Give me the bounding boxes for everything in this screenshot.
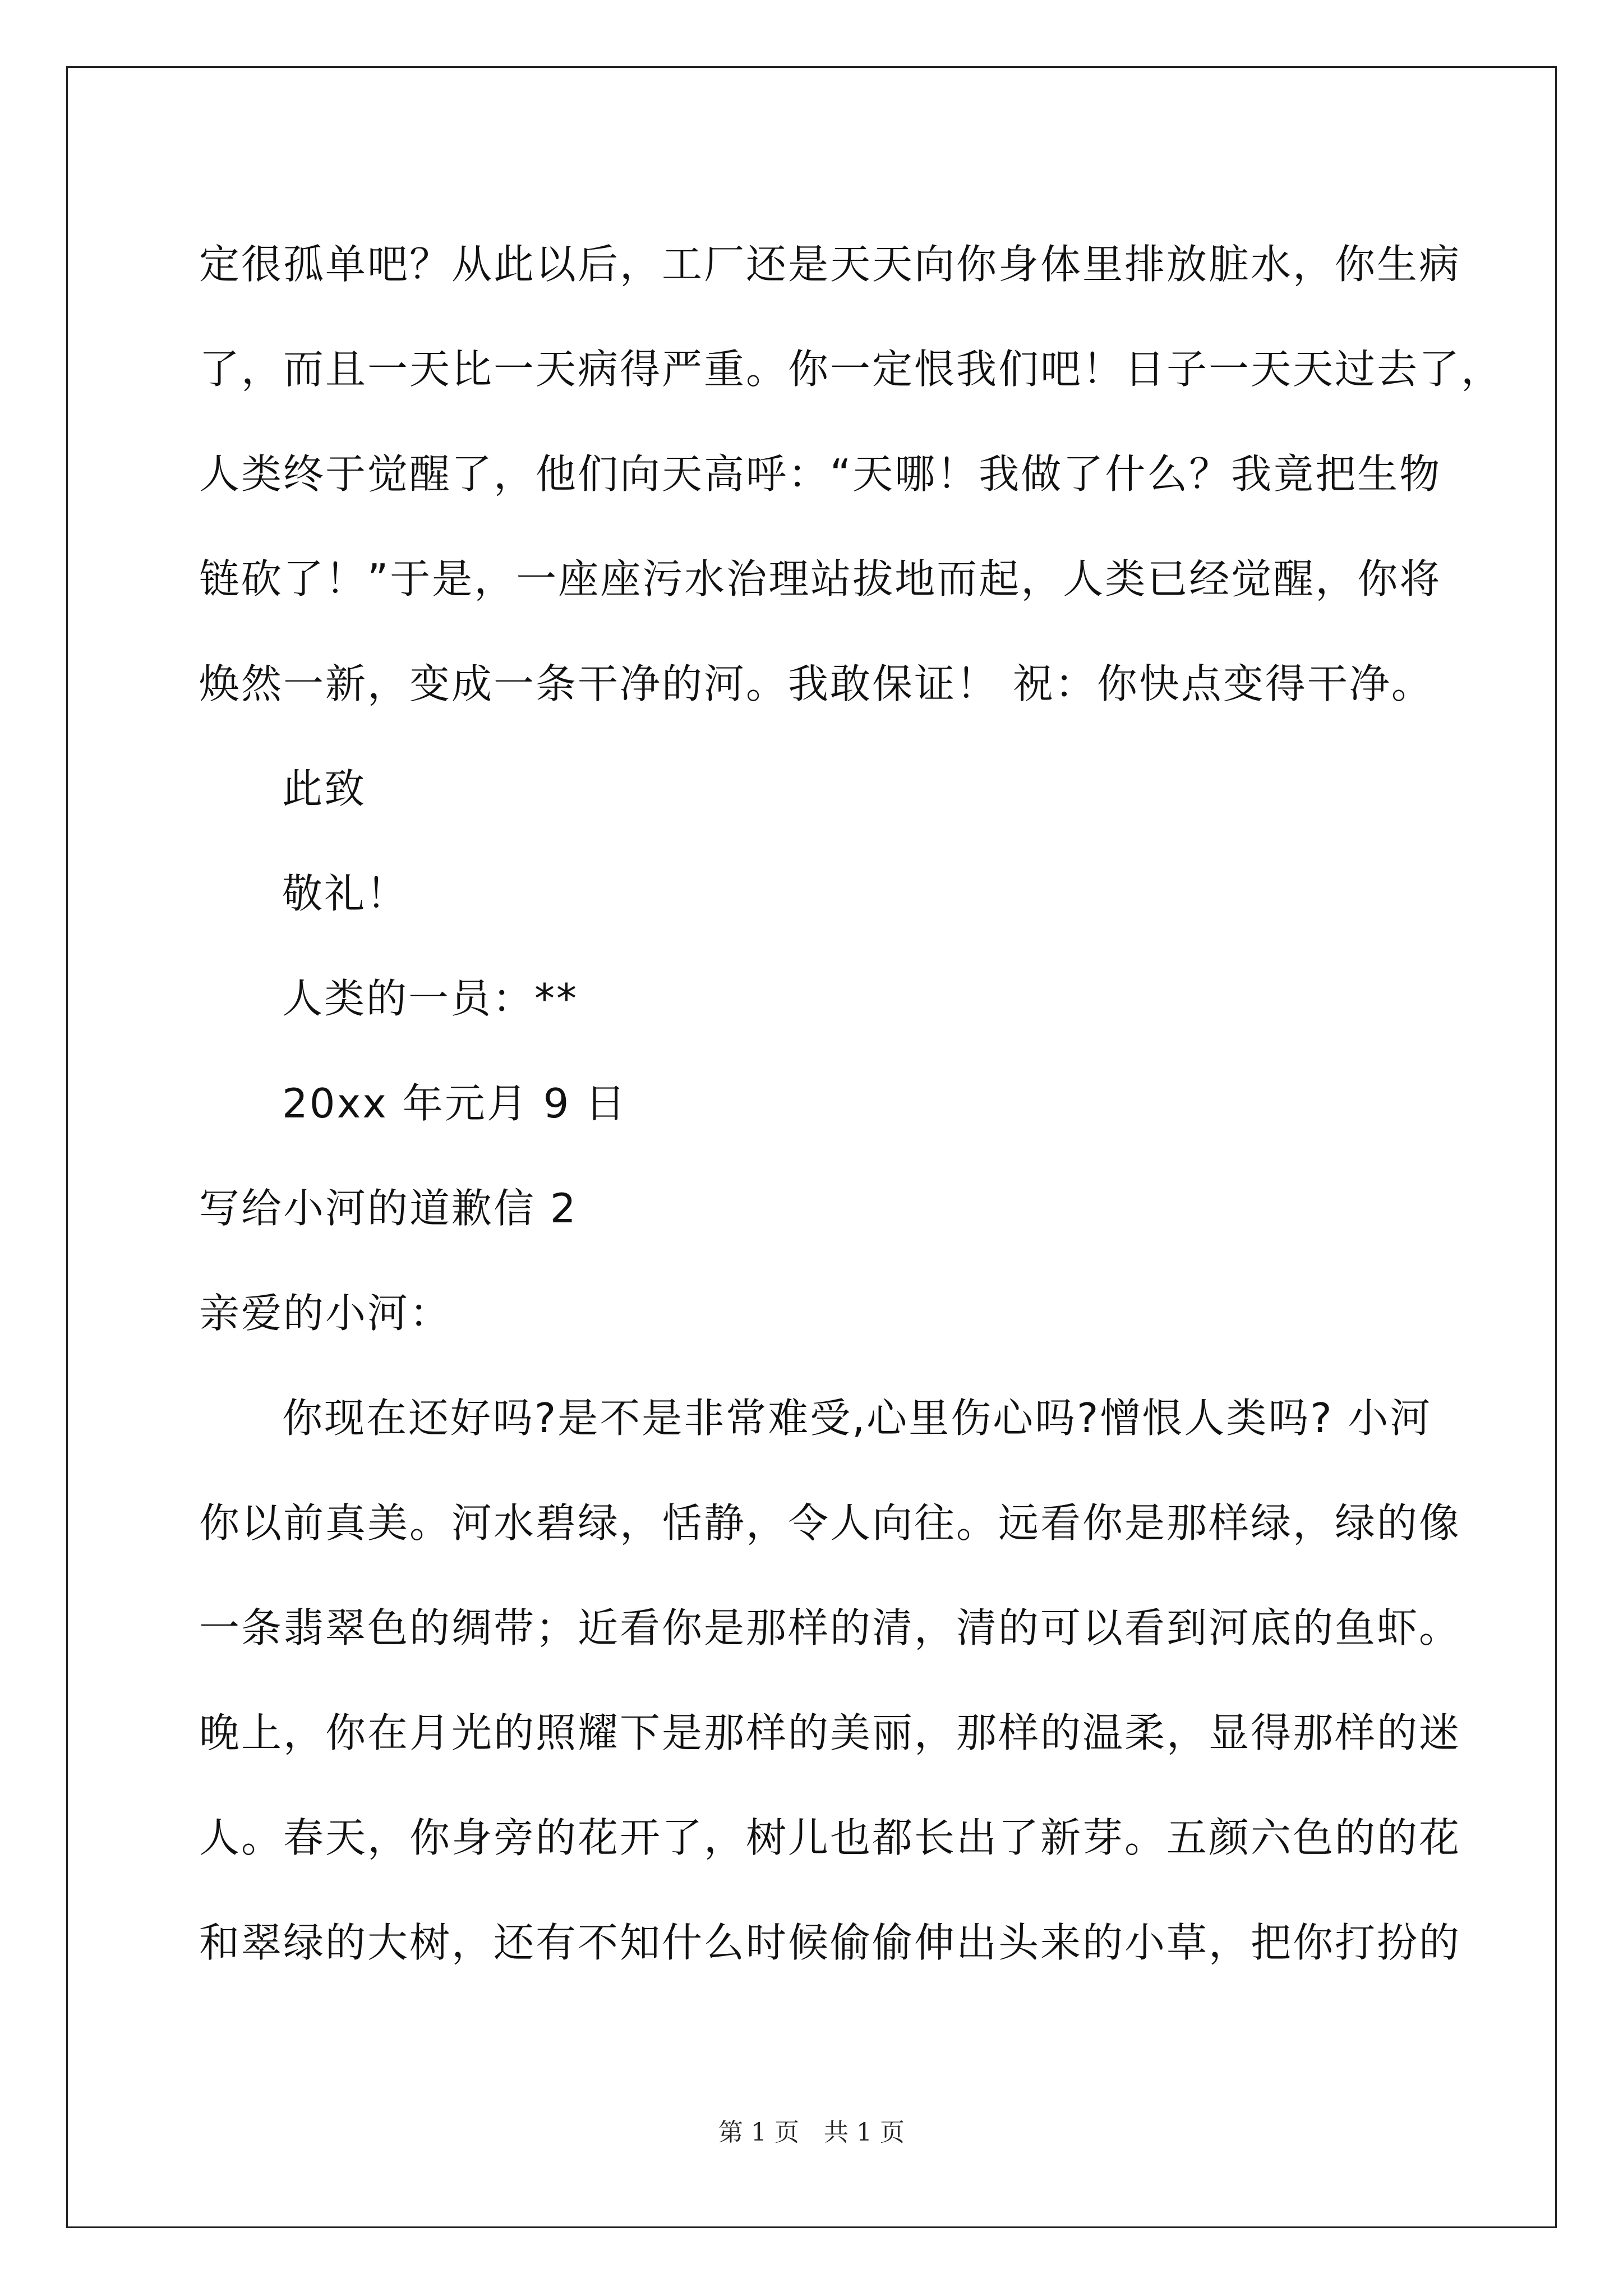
signature: 人类的一员：** bbox=[282, 975, 579, 1022]
document-body bbox=[199, 212, 1504, 1995]
body-line: 和翠绿的大树，还有不知什么时候偷偷伸出头来的小草，把你打扮的 bbox=[199, 1919, 1461, 1966]
body-line: 一条翡翠色的绸带；近看你是那样的清，清的可以看到河底的鱼虾。 bbox=[199, 1604, 1461, 1651]
body-line: 人类终于觉醒了，他们向天高呼：“天哪！我做了什么？我竟把生物 bbox=[199, 450, 1442, 498]
letter-greeting: 亲爱的小河： bbox=[199, 1290, 452, 1337]
body-line: 定很孤单吧？从此以后，工厂还是天天向你身体里排放脏水，你生病 bbox=[199, 241, 1461, 288]
body-line: 你现在还好吗?是不是非常难受,心里伤心吗?憎恨人类吗? 小河 bbox=[282, 1395, 1432, 1442]
section-title: 写给小河的道歉信 2 bbox=[199, 1185, 578, 1232]
body-line: 晚上，你在月光的照耀下是那样的美丽，那样的温柔，显得那样的迷 bbox=[199, 1709, 1461, 1756]
closing-regards: 敬礼！ bbox=[282, 870, 409, 917]
page-footer: 第 1 页 共 1 页 bbox=[718, 2118, 905, 2147]
letter-date: 20xx 年元月 9 日 bbox=[282, 1080, 628, 1127]
body-line: 你以前真美。河水碧绿，恬静，令人向往。远看你是那样绿，绿的像 bbox=[199, 1499, 1461, 1547]
body-line: 链砍了！”于是，一座座污水治理站拔地而起，人类已经觉醒，你将 bbox=[199, 555, 1442, 602]
body-line: 人。春天，你身旁的花开了，树儿也都长出了新芽。五颜六色的的花 bbox=[199, 1814, 1461, 1861]
closing-salutation: 此致 bbox=[282, 765, 367, 812]
body-line: 焕然一新，变成一条干净的河。我敢保证！ 祝：你快点变得干净。 bbox=[199, 660, 1433, 707]
body-line: 了，而且一天比一天病得严重。你一定恨我们吧！日子一天天过去了， bbox=[199, 346, 1504, 393]
